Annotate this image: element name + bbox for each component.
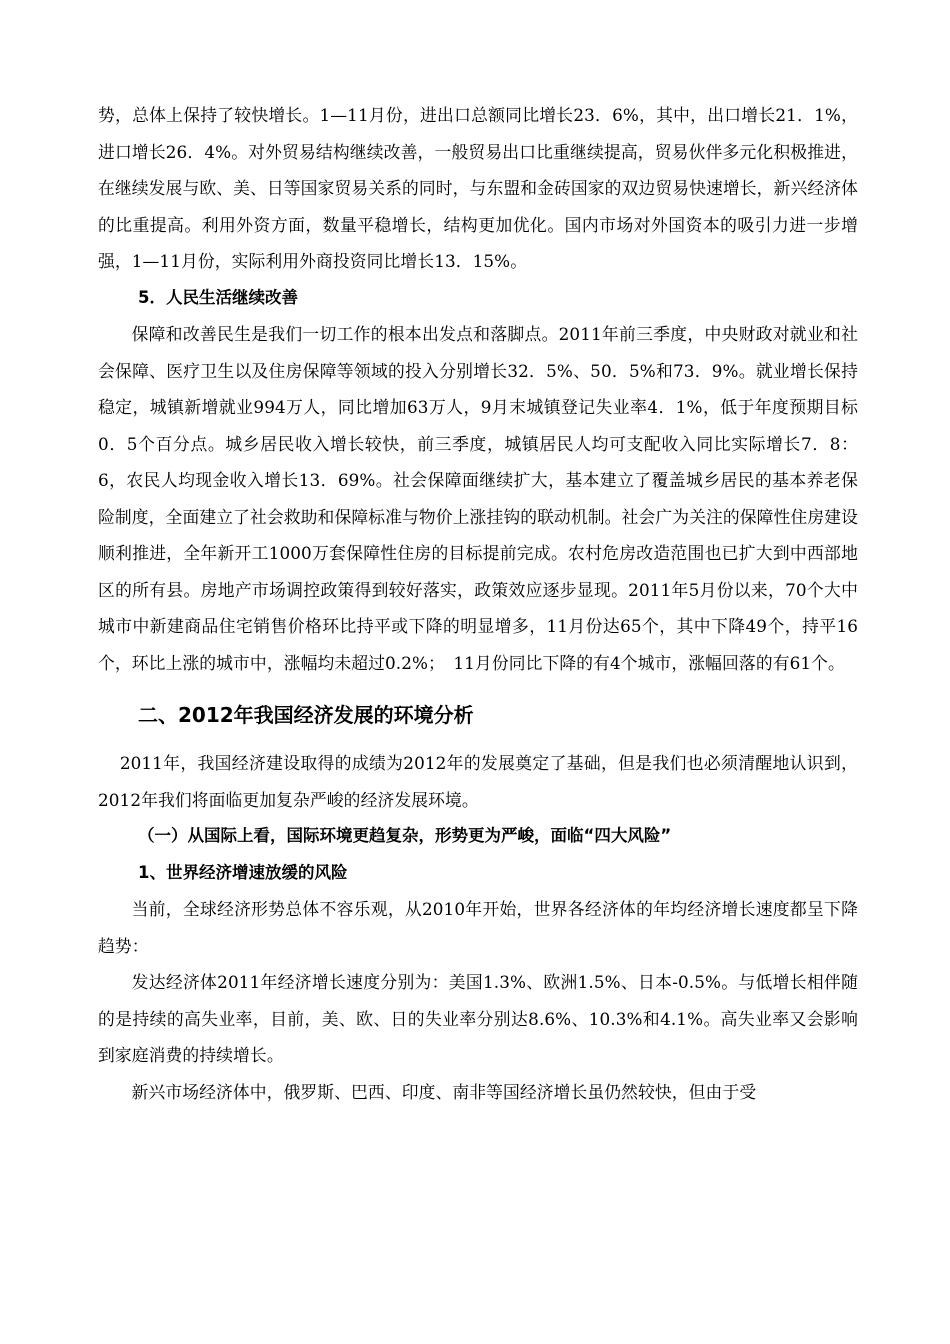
section-heading-2012-environment: 二、2012年我国经济发展的环境分析 bbox=[138, 703, 474, 727]
heading-international: （一）从国际上看，国际环境更趋复杂，形势更为严峻，面临“四大风险” bbox=[138, 826, 672, 845]
paragraph-emerging-economies: 新兴市场经济体中，俄罗斯、巴西、印度、南非等国经济增长虽仍然较快，但由于受 bbox=[131, 1081, 757, 1102]
heading-livelihood: 5．人民生活继续改善 bbox=[138, 287, 298, 307]
paragraph-trade: 势，总体上保持了较快增长。1—11月份，进出口总额同比增长23．6%，其中，出口增长21．1%，进口增长26．4%。对外贸易结构继续改善，一般贸易出口比重继续提高，贸易伙伴多元化积极推进，在继续发展与欧、美、日等国家贸易关系的同时，与东盟和金砖国家的双边贸易快速增长，新兴经济体的比重提高。利用外资方面，数量平稳增长，结构更加优化。国内市场对外国资本的吸引力进一步增强，1—11月份，实际利用外商投资同比增长13．15%。 bbox=[98, 105, 858, 271]
document-body bbox=[98, 97, 858, 1110]
heading-growth-slowdown-risk: 1、世界经济增速放缓的风险 bbox=[138, 862, 348, 882]
paragraph-developed-economies: 发达经济体2011年经济增长速度分别为：美国1.3%、欧洲1.5%、日本-0.5%。与低增长相伴随的是持续的高失业率，目前，美、欧、日的失业率分别达8.6%、10.3%和4.1%。高失业率又会影响到家庭消费的持续增长。 bbox=[98, 972, 858, 1065]
paragraph-livelihood: 保障和改善民生是我们一切工作的根本出发点和落脚点。2011年前三季度，中央财政对就业和社会保障、医疗卫生以及住房保障等领域的投入分别增长32．5%、50．5%和73．9%。就业增长保持稳定，城镇新增就业994万人，同比增加63万人，9月末城镇登记失业率4．1%，低于年度预期目标0．5个百分点。城乡居民收入增长较快，前三季度，城镇居民人均可支配收入同比实际增长7．8：6，农民人均现金收入增长13．69%。社会保障面继续扩大，基本建立了覆盖城乡居民的基本养老保险制度，全面建立了社会救助和保障标准与物价上涨挂钩的联动机制。社会广为关注的保障性住房建设顺利推进，全年新开工1000万套保障性住房的目标提前完成。农村危房改造范围也已扩大到中西部地区的所有县。房地产市场调控政策得到较好落实，政策效应逐步显现。2011年5月份以来，70个大中城市中新建商品住宅销售价格环比持平或下降的明显增多，11月份达65个，其中下降49个，持平16个，环比上涨的城市中，涨幅均未超过0.2%； 11月份同比下降的有4个城市，涨幅回落的有61个。 bbox=[98, 324, 858, 673]
paragraph-environment-intro: 2011年，我国经济建设取得的成绩为2012年的发展奠定了基础，但是我们也必须清醒地认识到，2012年我们将面临更加复杂严峻的经济发展环境。 bbox=[98, 753, 858, 810]
paragraph-global-economy: 当前，全球经济形势总体不容乐观，从2010年开始，世界各经济体的年均经济增长速度都呈下降趋势： bbox=[98, 899, 858, 956]
